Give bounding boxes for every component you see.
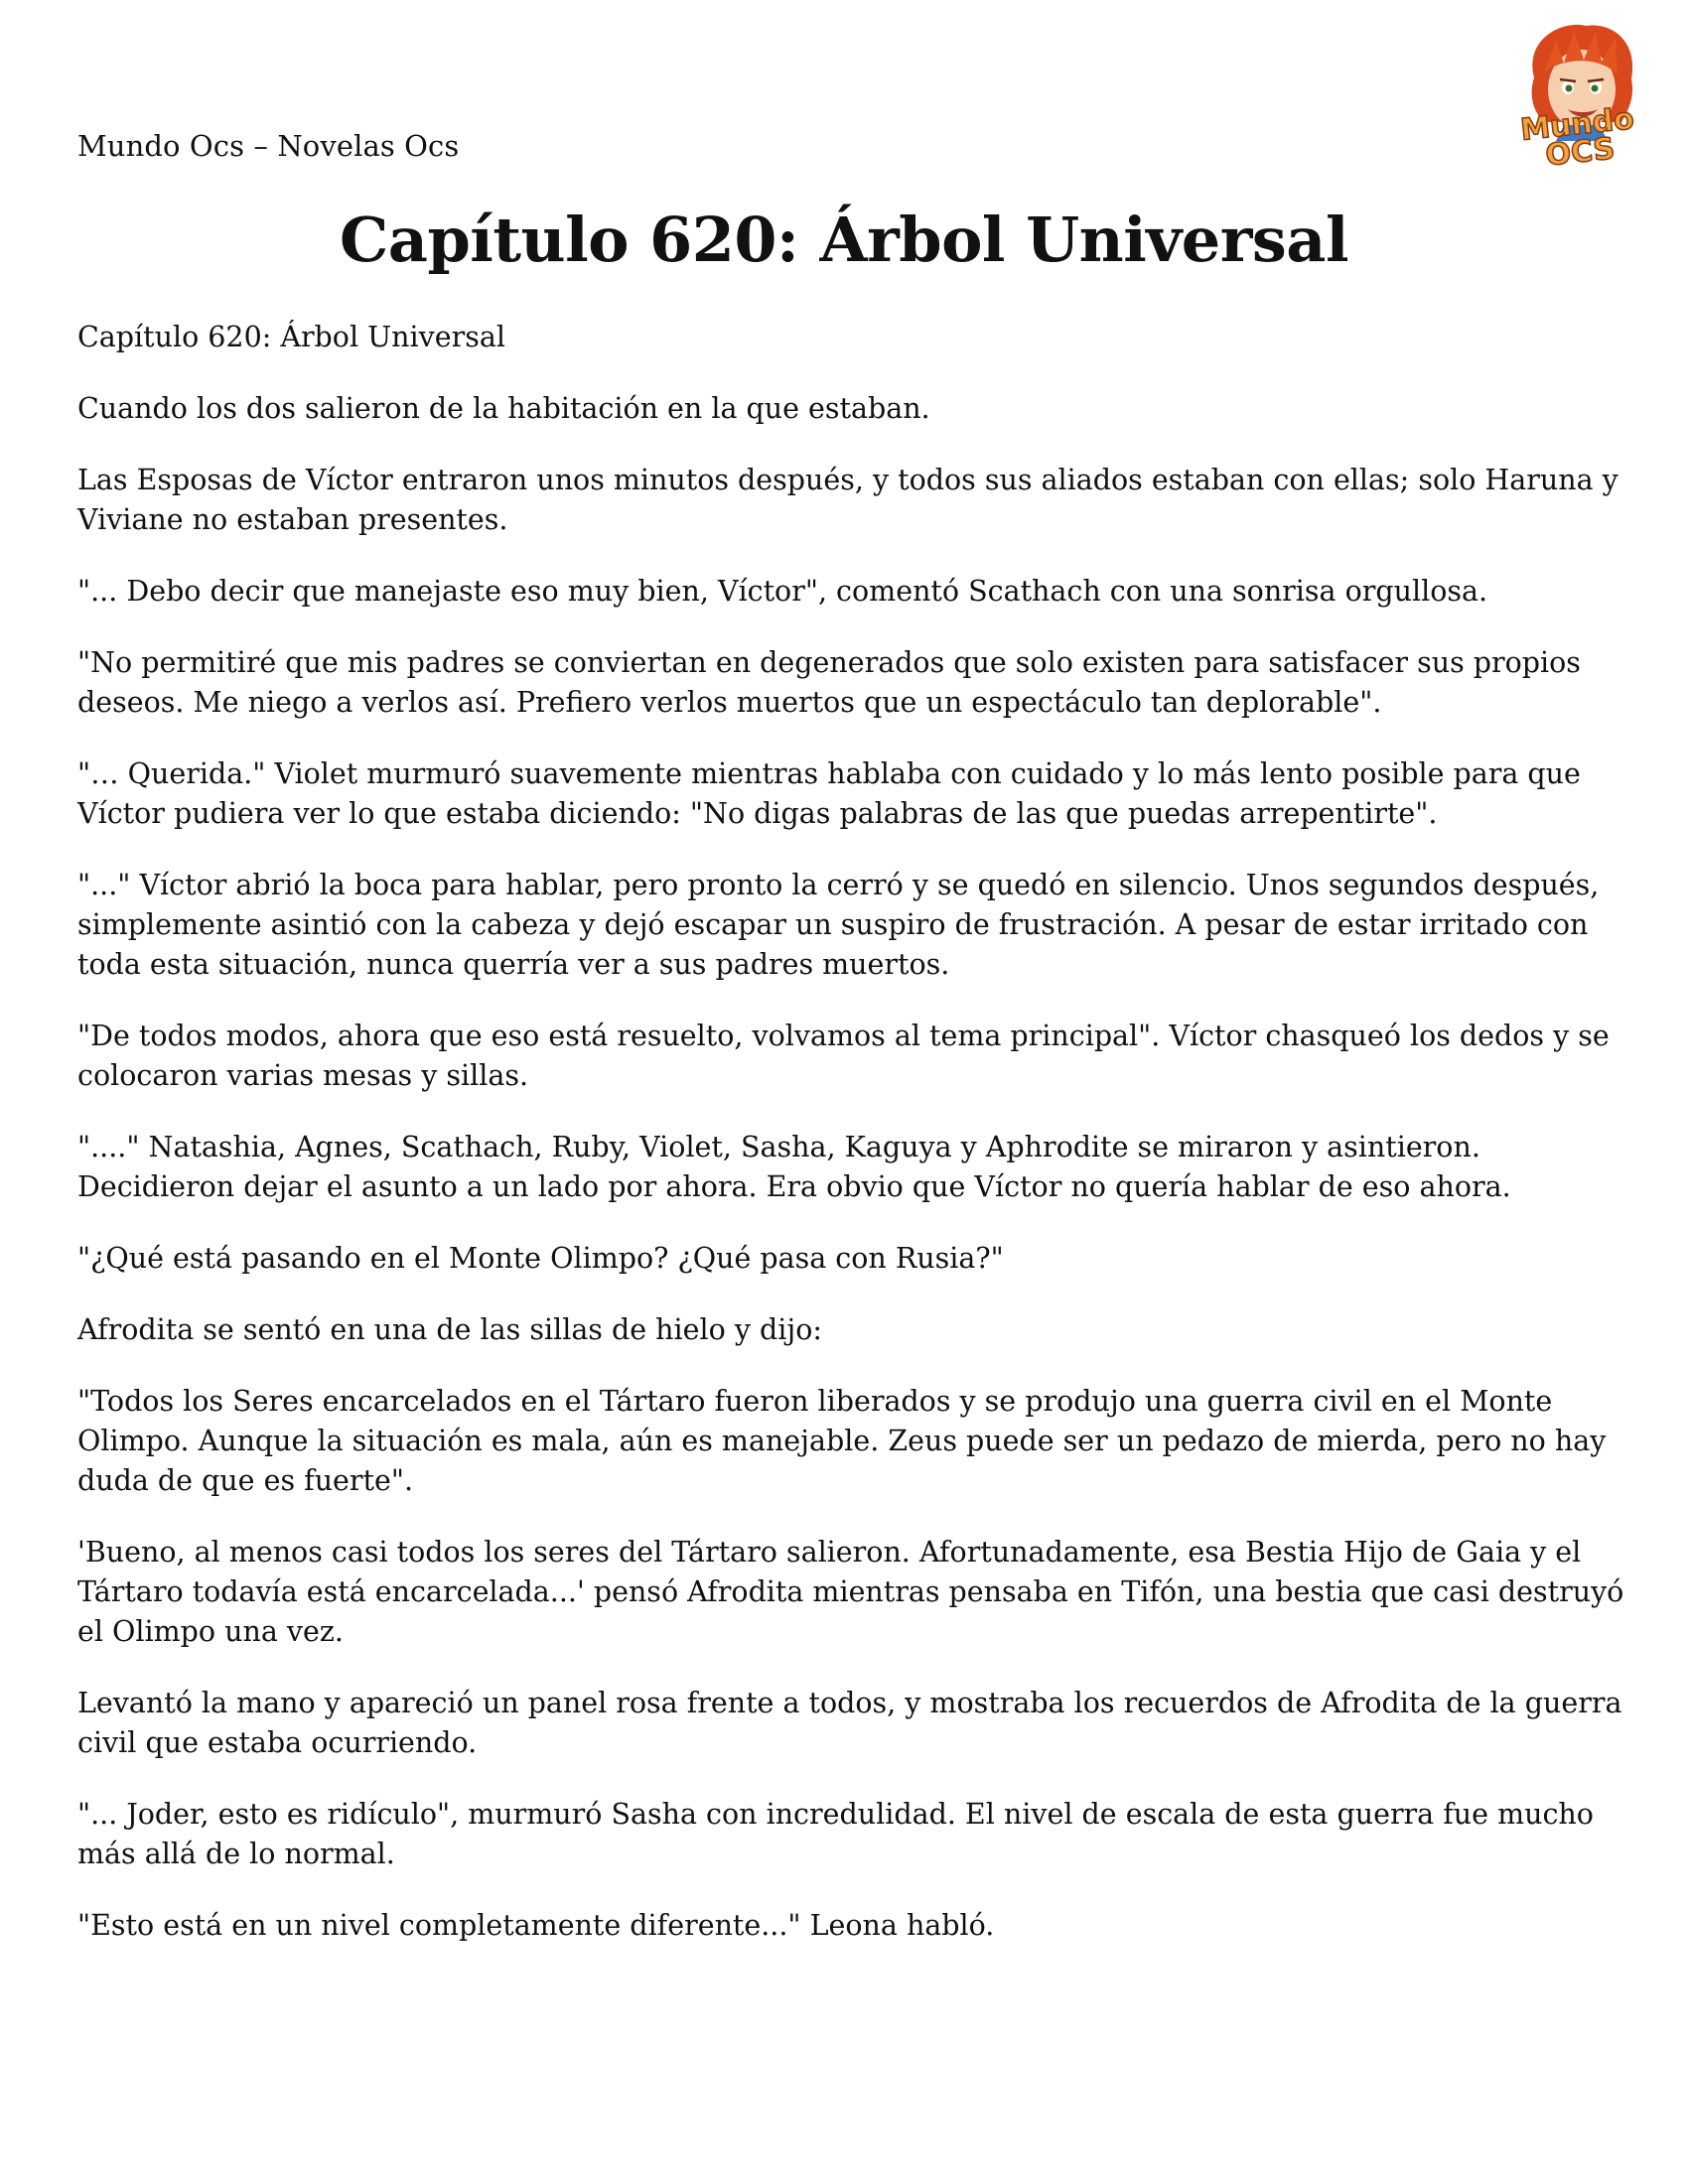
paragraph: Levantó la mano y apareció un panel rosa frente a todos, y mostraba los recuerdos de Afrodita de la guerra civil que estaba ocurriendo. (77, 1687, 1622, 1759)
paragraph: "...." Natashia, Agnes, Scathach, Ruby, Violet, Sasha, Kaguya y Aphrodite se miraron y asintieron. Decidieron dejar el asunto a un lado por ahora. Era obvio que Víctor no quería hablar de eso ahora. (77, 1131, 1511, 1203)
logo-text: Mundo OCS (1518, 101, 1636, 174)
paragraph: Capítulo 620: Árbol Universal (77, 321, 505, 353)
paragraph: "No permitiré que mis padres se conviertan en degenerados que solo existen para satisfacer sus propios deseos. Me niego a verlos así. Prefiero verlos muertos que un espectáculo tan deplorable". (77, 646, 1581, 719)
site-header: Mundo Ocs – Novelas Ocs (77, 129, 460, 163)
paragraph: Afrodita se sentó en una de las sillas de hielo y dijo: (77, 1313, 822, 1346)
paragraph: "¿Qué está pasando en el Monte Olimpo? ¿Qué pasa con Rusia?" (77, 1242, 1004, 1275)
paragraph: "..." Víctor abrió la boca para hablar, pero pronto la cerró y se quedó en silencio. Unos segundos después, simplemente asintió con la cabeza y dejó escapar un suspiro de frustración. A pesar de estar irritado con toda esta situación, nunca querría ver a sus padres muertos. (77, 869, 1600, 981)
paragraph: "De todos modos, ahora que eso está resuelto, volvamos al tema principal". Víctor chasqueó los dedos y se colocaron varias mesas y sillas. (77, 1020, 1610, 1092)
paragraph: Las Esposas de Víctor entraron unos minutos después, y todos sus aliados estaban con ellas; solo Haruna y Viviane no estaban presentes. (77, 464, 1618, 536)
paragraph: "Todos los Seres encarcelados en el Tártaro fueron liberados y se produjo una guerra civil en el Monte Olimpo. Aunque la situación es mala, aún es manejable. Zeus puede ser un pedazo de mierda, pero no hay duda de que es fuerte". (77, 1385, 1607, 1497)
chapter-title: Capítulo 620: Árbol Universal (339, 204, 1349, 276)
paragraph: "Esto está en un nivel completamente diferente..." Leona habló. (77, 1909, 995, 1942)
paragraph: Cuando los dos salieron de la habitación en la que estaban. (77, 392, 930, 425)
paragraph: "... Debo decir que manejaste eso muy bien, Víctor", comentó Scathach con una sonrisa orgullosa. (77, 575, 1488, 608)
paragraph: "… Querida." Violet murmuró suavemente mientras hablaba con cuidado y lo más lento posible para que Víctor pudiera ver lo que estaba diciendo: "No digas palabras de las que puedas arrepentirte". (77, 757, 1581, 830)
paragraph: 'Bueno, al menos casi todos los seres del Tártaro salieron. Afortunadamente, esa Bestia Hijo de Gaia y el Tártaro todavía está encarcelada...' pensó Afrodita mientras pensaba en Tifón, una bestia que casi destruyó el Olimpo una vez. (77, 1536, 1624, 1648)
paragraph: "... Joder, esto es ridículo", murmuró Sasha con incredulidad. El nivel de escala de esta guerra fue mucho más allá de lo normal. (77, 1798, 1594, 1870)
chapter-body (77, 318, 1626, 1978)
